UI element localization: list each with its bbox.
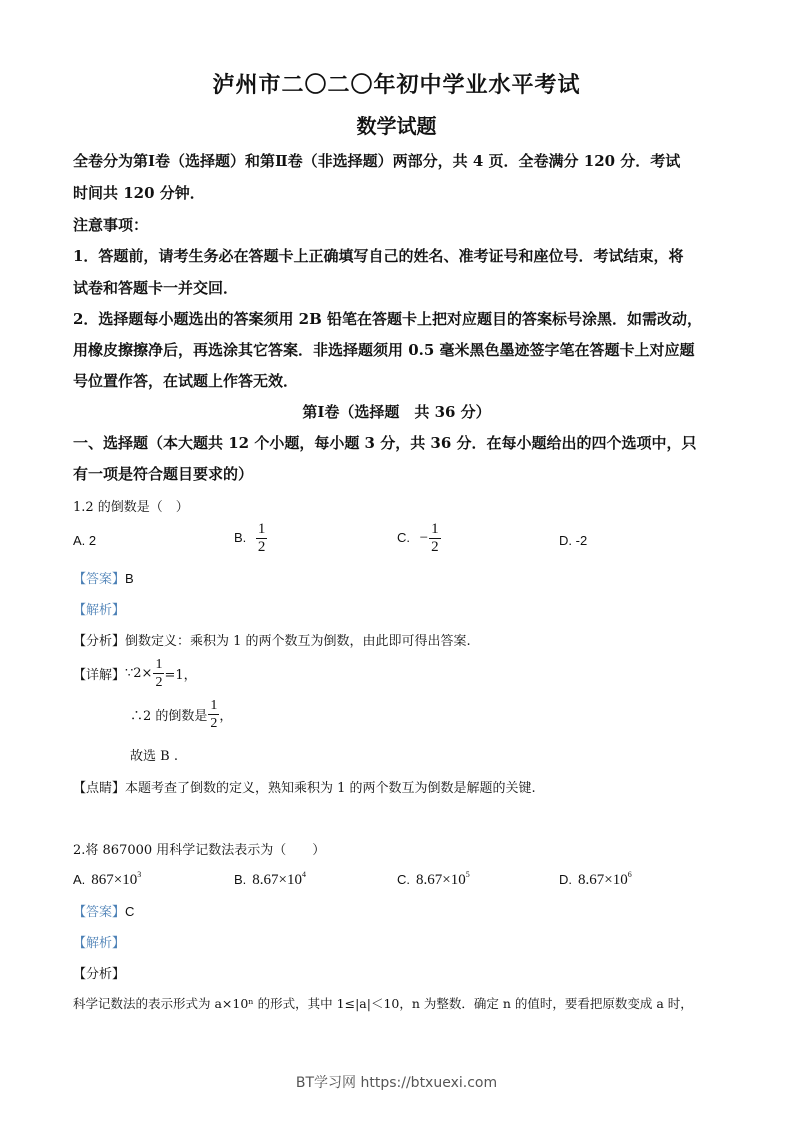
q1-detail-line-2 — [130, 697, 232, 732]
q2-option-d — [559, 870, 632, 889]
q1-option-a: A. 2 — [73, 533, 97, 548]
watermark-footer: BT学习网 https://btxuexi.com — [295, 1075, 498, 1091]
base: 8.67×10 — [578, 872, 628, 888]
numerator: 1 — [431, 521, 439, 537]
q1-analysis-tag: 【解析】 — [73, 603, 126, 618]
exponent: 6 — [627, 870, 632, 879]
fenxi-tag: 【分析】 — [73, 634, 126, 649]
q2-option-b — [234, 870, 306, 889]
base: 867×10 — [91, 872, 138, 888]
note-1-line-1: 1．答题前，请考生务必在答题卡上正确填写自己的姓名、准考证号和座位号．考试结束，将 — [73, 247, 684, 265]
option-letter: A. — [73, 872, 86, 887]
part-instructions-line-2: 有一项是符合题目要求的） — [73, 465, 254, 483]
detail-tag: 【详解】 — [73, 668, 126, 683]
q1-detail-line-3: 故选 B . — [130, 749, 178, 764]
exam-subtitle: 数学试题 — [356, 114, 437, 138]
question-2-stem: 2.将 867000 用科学记数法表示为（ ） — [73, 843, 326, 858]
fraction — [153, 656, 164, 691]
minus-sign: − — [419, 529, 429, 546]
exam-title: 泸州市二〇二〇年初中学业水平考试 — [212, 72, 581, 98]
q1-option-d: D. -2 — [559, 533, 588, 548]
q2-option-a — [73, 870, 141, 889]
fraction — [256, 521, 268, 556]
detail-text: ∵2× — [125, 666, 153, 681]
dianjing-tag: 【点睛】 — [73, 781, 126, 796]
detail-text: ， — [219, 709, 233, 724]
option-letter: C. — [397, 872, 410, 887]
exponent: 3 — [137, 870, 142, 879]
notes-heading: 注意事项： — [73, 216, 149, 234]
section-heading: 第Ⅰ卷（选择题 共 36 分） — [302, 403, 491, 421]
denominator: 2 — [431, 539, 439, 555]
answer-value: B — [125, 571, 134, 586]
option-letter: D. — [559, 872, 572, 887]
denominator: 2 — [210, 716, 218, 731]
numerator: 1 — [155, 657, 163, 672]
q2-option-c — [397, 870, 470, 889]
question-1-stem: 1.2 的倒数是（ ） — [73, 500, 189, 515]
q1-detail-line-1 — [73, 656, 197, 691]
intro-line-2: 时间共 120 分钟． — [73, 184, 205, 202]
fenxi-text: 倒数定义：乘积为 1 的两个数互为倒数，由此即可得出答案. — [125, 634, 471, 649]
q2-fenxi-text: 科学记数法的表示形式为 a×10ⁿ 的形式，其中 1≤|a|＜10，n 为整数．确定 n 的值时，要看把原数变成 a 时， — [73, 996, 693, 1011]
q2-answer — [73, 901, 134, 920]
denominator: 2 — [257, 539, 266, 555]
note-1-line-2: 试卷和答题卡一并交回． — [73, 279, 239, 297]
q2-analysis-tag: 【解析】 — [73, 936, 126, 951]
numerator: 1 — [210, 698, 218, 713]
sci-value — [252, 872, 306, 888]
denominator: 2 — [155, 675, 163, 690]
part-instructions-line-1: 一、选择题（本大题共 12 个小题，每小题 3 分，共 36 分．在每小题给出的四个选项中，只 — [73, 434, 697, 452]
answer-value: C — [125, 904, 135, 919]
numerator: 1 — [257, 521, 266, 537]
base: 8.67×10 — [252, 872, 303, 888]
base: 8.67×10 — [416, 872, 466, 888]
q1-option-c — [397, 521, 441, 556]
exponent: 4 — [302, 870, 307, 879]
intro-line-1: 全卷分为第Ⅰ卷（选择题）和第Ⅱ卷（非选择题）两部分，共 4 页．全卷满分 120 分．考试 — [73, 152, 681, 170]
q1-option-b — [234, 521, 267, 556]
q1-answer — [73, 568, 134, 587]
q1-dianjing — [73, 777, 536, 796]
sci-value — [578, 872, 632, 888]
option-letter: B. — [234, 872, 247, 887]
q2-fenxi-tag: 【分析】 — [73, 967, 126, 982]
option-letter: B. — [234, 529, 247, 545]
dianjing-text: 本题考查了倒数的定义，熟知乘积为 1 的两个数互为倒数是解题的关键. — [125, 781, 536, 796]
note-2-line-3: 号位置作答，在试题上作答无效． — [73, 372, 299, 390]
exponent: 5 — [465, 870, 470, 879]
detail-text: =1， — [164, 668, 197, 683]
detail-text: ∴2 的倒数是 — [130, 709, 208, 724]
answer-tag: 【答案】 — [73, 905, 126, 920]
note-2-line-2: 用橡皮擦擦净后，再选涂其它答案．非选择题须用 0.5 毫米黑色墨迹签字笔在答题卡上对应题 — [73, 341, 695, 359]
q1-fenxi — [73, 630, 471, 649]
fraction — [208, 697, 219, 732]
option-letter: C. — [397, 529, 410, 545]
fraction — [429, 521, 441, 556]
note-2-line-1: 2．选择题每小题选出的答案须用 2B 铅笔在答题卡上把对应题目的答案标号涂黑．如需改动， — [73, 310, 703, 328]
sci-value — [416, 872, 470, 888]
answer-tag: 【答案】 — [73, 572, 126, 587]
sci-value — [91, 872, 141, 888]
